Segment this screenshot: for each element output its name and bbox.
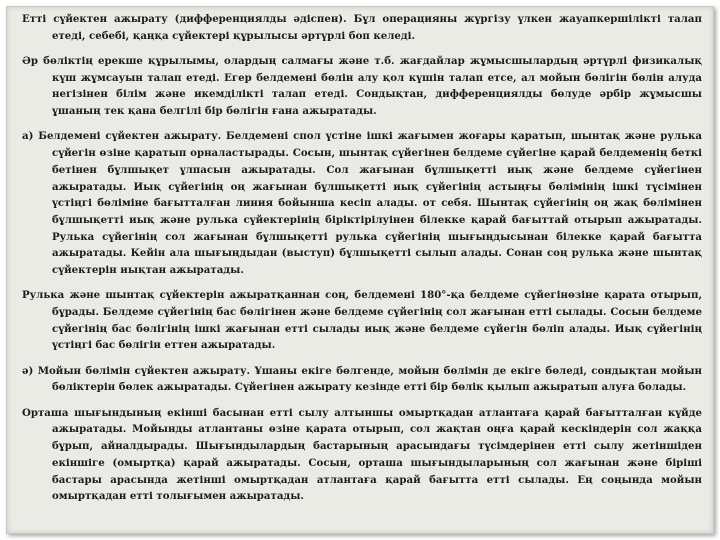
paragraph-neck-deboning: ә) Мойын бөлімін сүйектен ажырату. Ұшаны екіге бөлгенде, мойын бөлімін де екіге бөледі, сондықтан мойын бөліктерін бөлек ажыратады. Сүйегінен ажырату кезінде етті бір бөлік қылып ажыратып алуға болады. — [22, 364, 702, 394]
paragraph-after-separation: Рулька және шынтақ сүйектерін ажыратқаннан соң, белдемені 180°-қа белдеме сүйегінөзіне қарата отырып, бұрады. Белдеме сүйегінің бас бөлігінен және белдеме сүйегінің сол жағынан етті сылады. Сосын белдеме сүйегінің бас бөлігінің ішкі жағынан етті сылады иық және белдеме сүйегін бөліп алады. Иық сүйегінің үстіңгі бас бөлігін еттен ажыратады. — [22, 289, 702, 352]
paragraph-spinous-process: Орташа шығындының екінші басынан етті сылу алтыншы омыртқадан атлантаға қарай бағытталған күйде ажыратады. Мойынды атлантаны өзіне қарата отырып, сол жақтан оңға қарай кескіндерін сол жаққа бұрып, айналдырады. Шығындылардың бастарының арасындағы түсімдерінен етті сылу жетіншіден екіншіге (омыртқа) қарай ажыратады. Сосын, орташа шығындыларының сол жағынан және біріші бастары арасында жетінші омыртқадан атлантаға қарай бағытта етті сылады. Ең соңында мойын омыртқадан етті толығымен ажыратады. — [22, 406, 702, 503]
document-body — [22, 11, 702, 514]
paragraph-shoulder-deboning: а) Белдемені сүйектен ажырату. Белдемені спол үстіне ішкі жағымен жоғары қаратып, шынтақ және рулька сүйегін өзіне қаратып орналастырады. Сосын, шынтақ сүйегінен белдеме сүйегіне қарай белдеменің беткі бетінен бұлшықет ұлпасын ажыратады. Сол жағынан бұлшықетті иық және белдеме сүйегінен ажыратады. Иық сүйегінің оң жағынан бұлшықетті иық сүйегінің астыңғы бөлімінің ішкі түсімінен үстіңгі бөліміне бағытталған линия бойынша кесіп алады. от себя. Шынтақ сүйегінің оң жақ бөлімінен бұлшықетті иық және рулька сүйектерінің біріктірілуінен білекке қарай бағыттай отырып ажыратады. Рулька сүйегінің сол жағынан бұлшықетті рулька сүйегінің шығыңдысынан білекке қарай бағытта ажыратады. Кейін ала шығыңдыдан (выступ) бұлшықетті сылып алады. Сонан соң рулька және шынтақ сүйектерін иықтан ажыратады. — [22, 130, 702, 277]
slide-page — [6, 6, 714, 534]
paragraph-intro: Етті сүйектен ажырату (дифференциялды әдіспен). Бұл операцияны жүргізу үлкен жауапкершілікті талап етеді, себебі, қаңқа сүйектері құрылысы әртүрлі боп келеді. — [22, 13, 702, 42]
paragraph-structure: Әр бөліктің ерекше құрылымы, олардың салмағы және т.б. жағдайлар жұмысшылардың әртүрлі физикалық күш жұмсауын талап етеді. Егер белдемені бөлін алу қол күшін талап етсе, ал мойын бөлігін бөлін алуда негізінен білім және икемділікті талап етеді. Сондықтан, дифференциялды бөлуде әрбір жұмысшы ұшаның тек қана белгілі бір бөлігін ғана ажыратады. — [22, 55, 702, 118]
